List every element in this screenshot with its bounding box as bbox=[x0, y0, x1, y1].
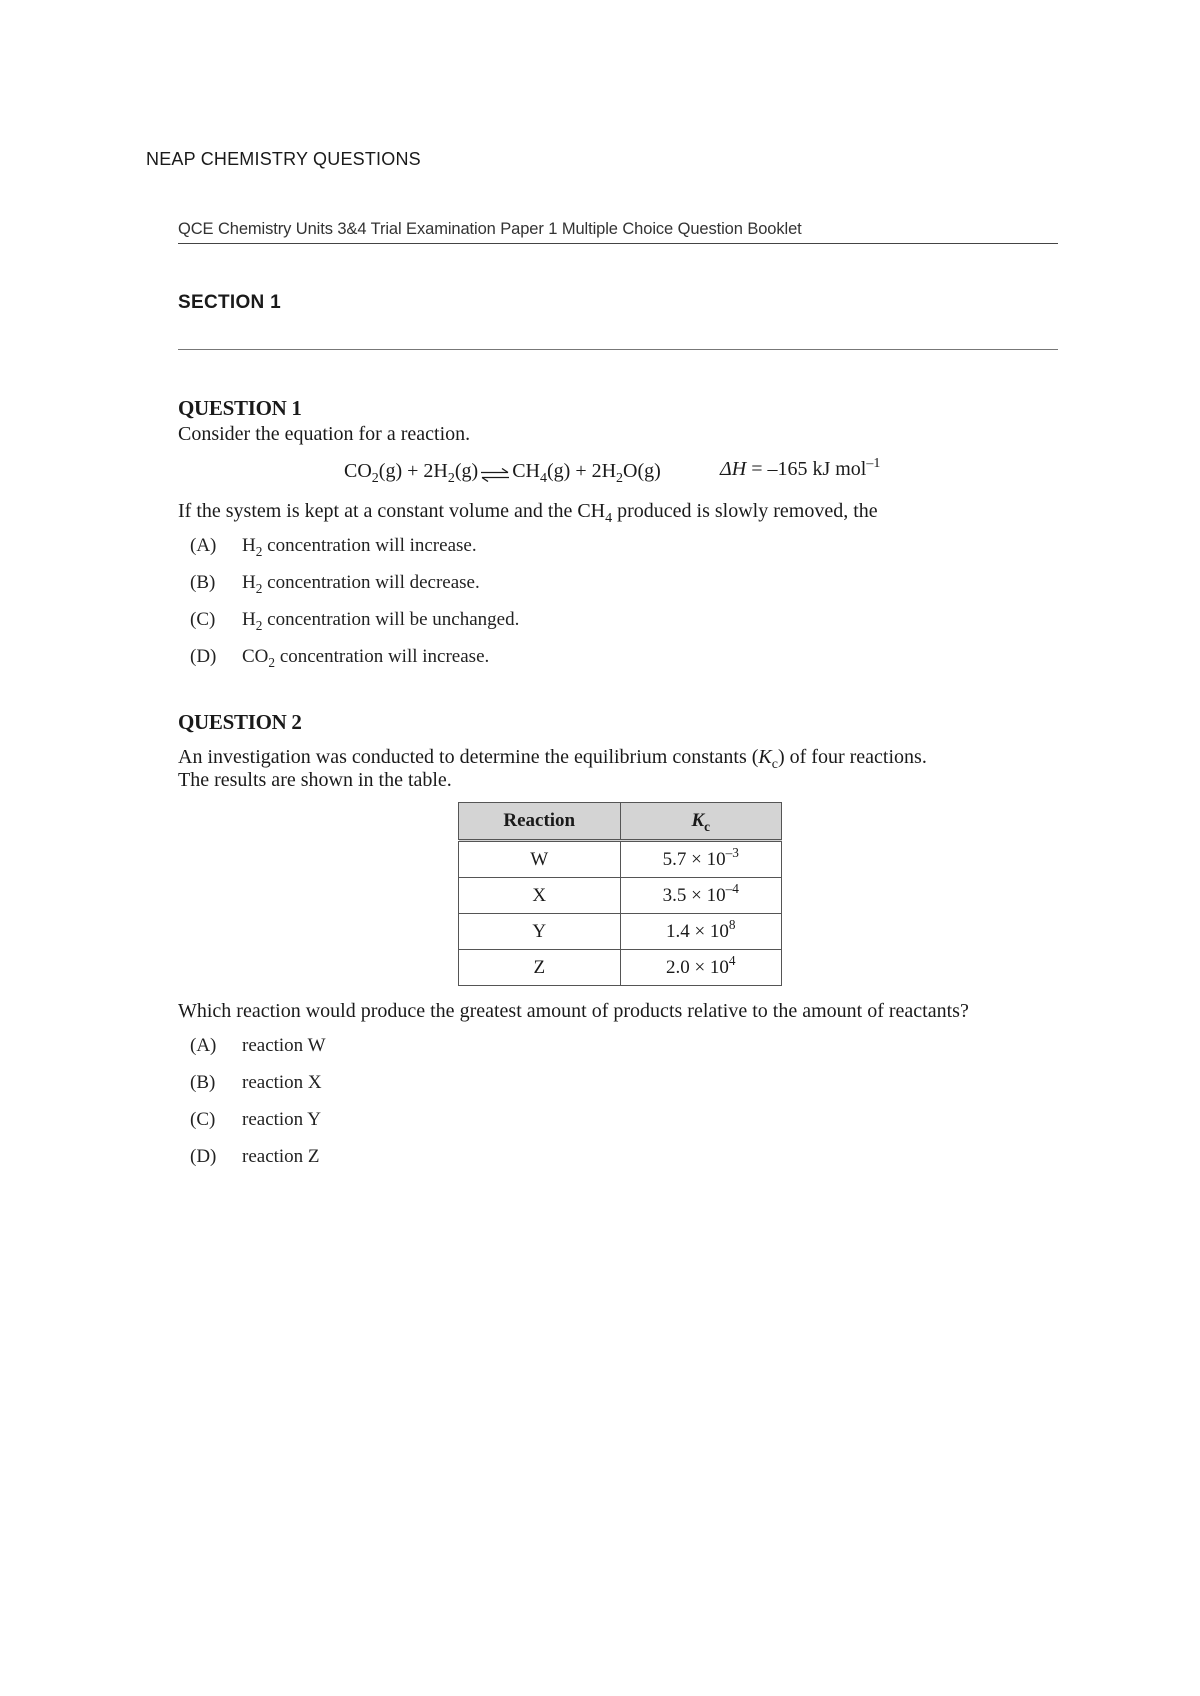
question-1-prompt: If the system is kept at a constant volume and the $CH_4$ produced is slowly removed, the bbox=[178, 500, 878, 526]
reaction-cell: W bbox=[459, 841, 621, 878]
kc-cell: $2.0 \times 10^4$ bbox=[620, 950, 782, 986]
eq-plus: + bbox=[407, 460, 419, 482]
section-divider bbox=[178, 349, 1058, 350]
eq-plus: + bbox=[575, 460, 587, 482]
table-row bbox=[459, 914, 782, 950]
table-header-row bbox=[459, 803, 782, 841]
q2-option-b[interactable]: (B) reaction X bbox=[190, 1072, 322, 1093]
section-label: SECTION 1 bbox=[178, 292, 281, 313]
enthalpy-change: ΔH = –165 kJ mol$^{-1}$ bbox=[720, 456, 881, 480]
q1-option-b[interactable]: (B) $H_2$ concentration will decrease. bbox=[190, 572, 480, 596]
equilibrium-constants-table bbox=[458, 802, 782, 986]
table-row bbox=[459, 878, 782, 914]
kc-cell: $1.4 \times 10^8$ bbox=[620, 914, 782, 950]
reaction-cell: X bbox=[459, 878, 621, 914]
question-1-heading: QUESTION 1 bbox=[178, 396, 302, 420]
header-divider bbox=[178, 243, 1058, 244]
reaction-cell: Z bbox=[459, 950, 621, 986]
reaction-equation bbox=[344, 460, 661, 486]
column-header-reaction: Reaction bbox=[459, 803, 621, 841]
column-header-kc: $K_c$ bbox=[620, 803, 782, 841]
q1-option-c[interactable]: (C) $H_2$ concentration will be unchanged. bbox=[190, 609, 520, 633]
question-2-prompt: Which reaction would produce the greatest amount of products relative to the amount of reactants? bbox=[178, 1000, 969, 1022]
kc-cell: $3.5 \times 10^{-4}$ bbox=[620, 878, 782, 914]
q2-option-a[interactable]: (A) reaction W bbox=[190, 1035, 326, 1056]
q1-option-a[interactable]: (A) $H_2$ concentration will increase. bbox=[190, 535, 477, 559]
equilibrium-arrows-icon bbox=[480, 465, 510, 479]
reaction-cell: Y bbox=[459, 914, 621, 950]
eq-product-1: $CH_4(g)$ bbox=[512, 460, 571, 486]
eq-product-2: $2H_2O(g)$ bbox=[591, 460, 661, 486]
q2-option-d[interactable]: (D) reaction Z bbox=[190, 1146, 320, 1167]
booklet-title: QCE Chemistry Units 3&4 Trial Examination Paper 1 Multiple Choice Question Booklet bbox=[178, 220, 802, 238]
q2-option-c[interactable]: (C) reaction Y bbox=[190, 1109, 321, 1130]
question-2-heading: QUESTION 2 bbox=[178, 710, 302, 734]
table-row bbox=[459, 841, 782, 878]
eq-reactant-2: $2H_2(g)$ bbox=[423, 460, 479, 486]
question-2-stem: An investigation was conducted to determine the equilibrium constants $(K_c)$ of four reactions. The results are shown in the table. bbox=[178, 746, 927, 791]
table-row bbox=[459, 950, 782, 986]
question-1-stem: Consider the equation for a reaction. bbox=[178, 423, 471, 445]
document-header: NEAP CHEMISTRY QUESTIONS bbox=[146, 149, 421, 169]
q1-option-d[interactable]: (D) $CO_2$ concentration will increase. bbox=[190, 646, 490, 670]
kc-cell: $5.7 \times 10^{-3}$ bbox=[620, 841, 782, 878]
eq-reactant-1: $CO_2(g)$ bbox=[344, 460, 403, 486]
